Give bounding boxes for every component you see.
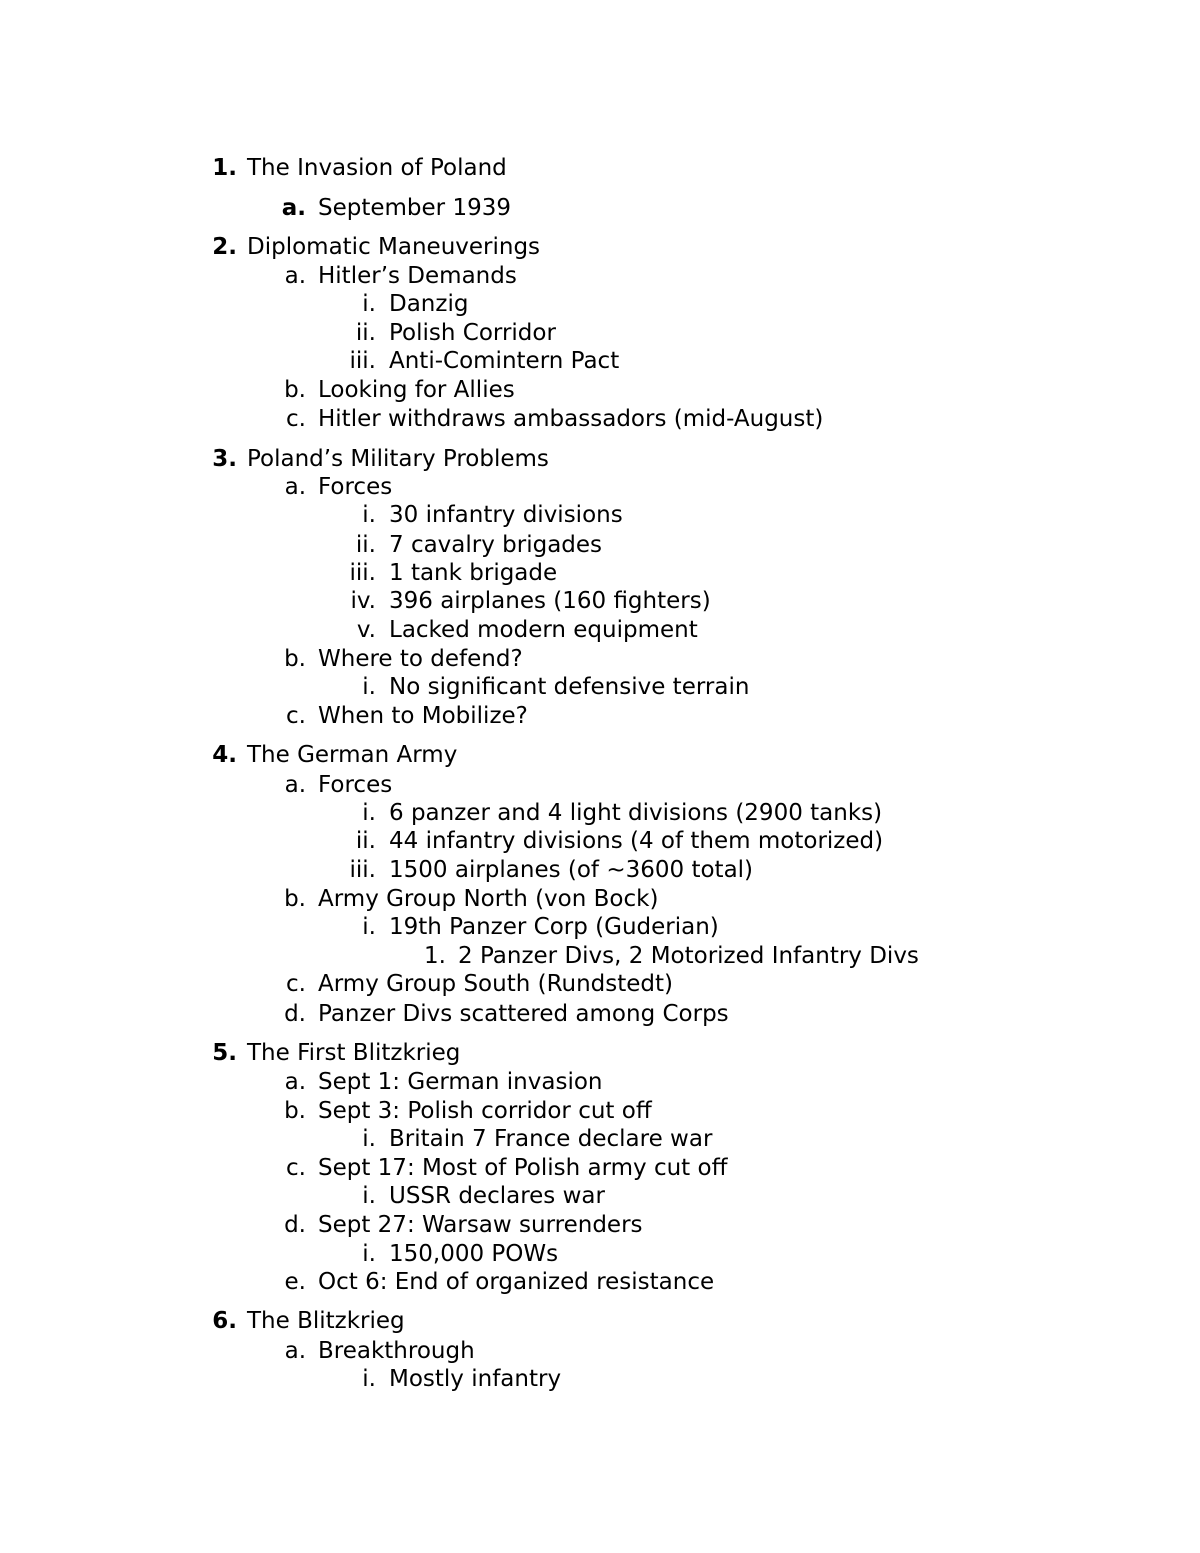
outline-number: 6. bbox=[212, 1308, 237, 1334]
outline-subitem-text: Army Group North (von Bock) bbox=[318, 886, 659, 912]
outline-subsubitem-text: 396 airplanes (160 fighters) bbox=[389, 588, 711, 614]
outline-subitem-text: Looking for Allies bbox=[318, 377, 515, 403]
outline-letter: c. bbox=[286, 703, 306, 729]
outline-subitem-text: Sept 1: German invasion bbox=[318, 1069, 603, 1095]
outline-roman: ii. bbox=[355, 828, 376, 854]
outline-number: 2. bbox=[212, 234, 237, 260]
outline-subitem-text: Hitler’s Demands bbox=[318, 263, 517, 289]
outline-subitem-text: September 1939 bbox=[318, 195, 511, 221]
outline-subsubitem-text: No significant defensive terrain bbox=[389, 674, 750, 700]
outline-subitem-text: Hitler withdraws ambassadors (mid-August) bbox=[318, 406, 824, 432]
outline-arabic: 1. bbox=[424, 943, 446, 969]
outline-letter: b. bbox=[284, 1098, 306, 1124]
outline-roman: i. bbox=[362, 1366, 376, 1392]
outline-heading: The Invasion of Poland bbox=[247, 155, 507, 181]
outline-roman: i. bbox=[362, 291, 376, 317]
outline-subsubitem-text: 19th Panzer Corp (Guderian) bbox=[389, 914, 719, 940]
outline-subitem-text: Breakthrough bbox=[318, 1338, 475, 1364]
outline-subitem-text: Oct 6: End of organized resistance bbox=[318, 1269, 715, 1295]
outline-roman: i. bbox=[362, 502, 376, 528]
outline-letter: a. bbox=[284, 1338, 306, 1364]
outline-level4-text: 2 Panzer Divs, 2 Motorized Infantry Divs bbox=[458, 943, 919, 969]
outline-letter: e. bbox=[284, 1269, 306, 1295]
outline-letter: a. bbox=[284, 1069, 306, 1095]
outline-letter: a. bbox=[284, 263, 306, 289]
outline-subsubitem-text: Britain 7 France declare war bbox=[389, 1126, 713, 1152]
outline-subitem-text: Where to defend? bbox=[318, 646, 523, 672]
outline-subsubitem-text: Mostly infantry bbox=[389, 1366, 562, 1392]
outline-subsubitem-text: 1 tank brigade bbox=[389, 560, 558, 586]
outline-subitem-text: Army Group South (Rundstedt) bbox=[318, 971, 674, 997]
outline-roman: iii. bbox=[349, 560, 376, 586]
outline-roman: iii. bbox=[349, 857, 376, 883]
outline-letter: c. bbox=[286, 1155, 306, 1181]
outline-subitem-text: Forces bbox=[318, 772, 393, 798]
outline-roman: iii. bbox=[349, 348, 376, 374]
outline-number: 5. bbox=[212, 1040, 237, 1066]
outline-roman: i. bbox=[362, 1183, 376, 1209]
outline-subitem-text: When to Mobilize? bbox=[318, 703, 528, 729]
outline-subsubitem-text: 1500 airplanes (of ~3600 total) bbox=[389, 857, 754, 883]
outline-roman: ii. bbox=[355, 320, 376, 346]
outline-roman: v. bbox=[356, 617, 376, 643]
outline-subsubitem-text: Danzig bbox=[389, 291, 469, 317]
outline-subsubitem-text: 150,000 POWs bbox=[389, 1241, 559, 1267]
outline-heading: The First Blitzkrieg bbox=[247, 1040, 461, 1066]
outline-number: 1. bbox=[212, 155, 237, 181]
outline-number: 4. bbox=[212, 742, 237, 768]
outline-letter: d. bbox=[284, 1212, 306, 1238]
outline-subitem-text: Sept 17: Most of Polish army cut off bbox=[318, 1155, 728, 1181]
outline-letter: a. bbox=[284, 772, 306, 798]
outline-roman: i. bbox=[362, 1126, 376, 1152]
outline-roman: i. bbox=[362, 800, 376, 826]
outline-letter: b. bbox=[284, 646, 306, 672]
outline-letter: b. bbox=[284, 886, 306, 912]
outline-number: 3. bbox=[212, 446, 237, 472]
outline-subsubitem-text: 7 cavalry brigades bbox=[389, 532, 603, 558]
outline-subitem-text: Sept 27: Warsaw surrenders bbox=[318, 1212, 643, 1238]
outline-heading: The German Army bbox=[247, 742, 458, 768]
outline-subsubitem-text: 30 infantry divisions bbox=[389, 502, 623, 528]
outline-subsubitem-text: Anti-Comintern Pact bbox=[389, 348, 620, 374]
outline-subsubitem-text: Polish Corridor bbox=[389, 320, 556, 346]
outline-letter: a. bbox=[281, 195, 306, 221]
outline-subsubitem-text: USSR declares war bbox=[389, 1183, 605, 1209]
outline-roman: i. bbox=[362, 914, 376, 940]
outline-heading: The Blitzkrieg bbox=[247, 1308, 405, 1334]
outline-subsubitem-text: 6 panzer and 4 light divisions (2900 tanks) bbox=[389, 800, 883, 826]
outline-letter: d. bbox=[284, 1001, 306, 1027]
outline-subsubitem-text: 44 infantry divisions (4 of them motorized) bbox=[389, 828, 884, 854]
outline-roman: ii. bbox=[355, 532, 376, 558]
outline-subsubitem-text: Lacked modern equipment bbox=[389, 617, 698, 643]
outline-letter: c. bbox=[286, 971, 306, 997]
outline-subitem-text: Sept 3: Polish corridor cut off bbox=[318, 1098, 652, 1124]
outline-roman: i. bbox=[362, 1241, 376, 1267]
outline-subitem-text: Forces bbox=[318, 474, 393, 500]
outline-letter: c. bbox=[286, 406, 306, 432]
outline-heading: Poland’s Military Problems bbox=[247, 446, 549, 472]
outline-heading: Diplomatic Maneuverings bbox=[247, 234, 541, 260]
outline-roman: i. bbox=[362, 674, 376, 700]
outline-roman: iv. bbox=[350, 588, 376, 614]
outline-subitem-text: Panzer Divs scattered among Corps bbox=[318, 1001, 729, 1027]
outline-letter: b. bbox=[284, 377, 306, 403]
outline-letter: a. bbox=[284, 474, 306, 500]
